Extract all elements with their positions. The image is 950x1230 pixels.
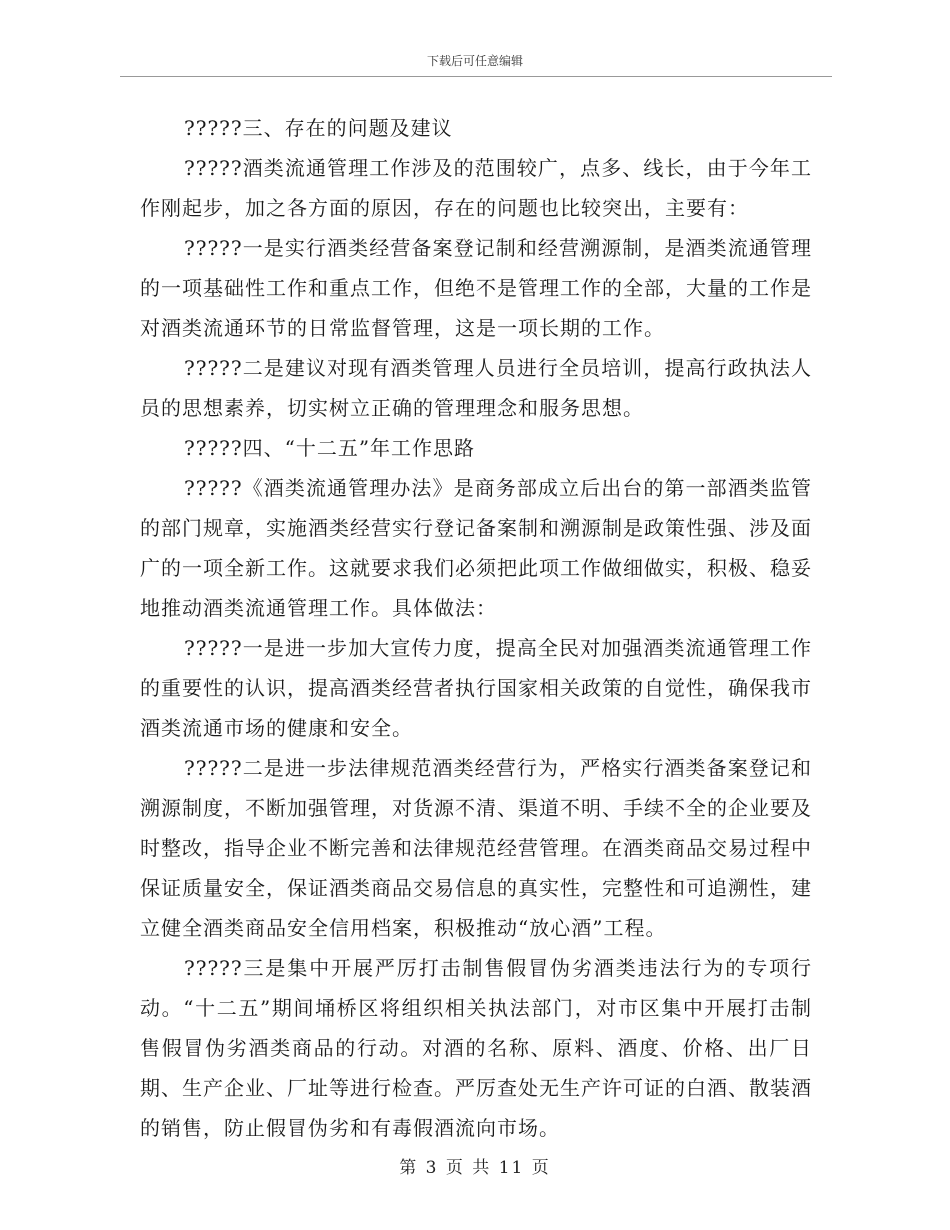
paragraph: ?????一是实行酒类经营备案登记制和经营溯源制，是酒类流通管理的一项基础性工作和重点工作，但绝不是管理工作的全部，大量的工作是对酒类流通环节的日常监督管理，这是一项长期的工作。 — [140, 236, 812, 340]
paragraph: ?????三是集中开展严厉打击制售假冒伪劣酒类违法行为的专项行动。“十二五”期间埇桥区将组织相关执法部门，对市区集中开展打击制售假冒伪劣酒类商品的行动。对酒的名称、原料、酒度、价格、出厂日期、生产企业、厂址等进行检查。严厉查处无生产许可证的白酒、散装酒的销售，防止假冒伪劣和有毒假酒流向市场。 — [140, 956, 812, 1140]
section-heading-problems: ?????三、存在的问题及建议 — [184, 116, 453, 140]
document-body — [140, 108, 812, 1148]
paragraph: ?????酒类流通管理工作涉及的范围较广，点多、线长，由于今年工作刚起步，加之各方面的原因，存在的问题也比较突出，主要有： — [140, 156, 812, 220]
paragraph: ?????二是进一步法律规范酒类经营行为，严格实行酒类备案登记和溯源制度，不断加强管理，对货源不清、渠道不明、手续不全的企业要及时整改，指导企业不断完善和法律规范经营管理。在酒类商品交易过程中保证质量安全，保证酒类商品交易信息的真实性，完整性和可追溯性，建立健全酒类商品安全信用档案，积极推动“放心酒”工程。 — [140, 756, 812, 940]
page-number-footer: 第 3 页 共 11 页 — [399, 1158, 551, 1178]
paragraph: ?????一是进一步加大宣传力度，提高全民对加强酒类流通管理工作的重要性的认识，提高酒类经营者执行国家相关政策的自觉性，确保我市酒类流通市场的健康和安全。 — [140, 636, 812, 740]
paragraph: ?????《酒类流通管理办法》是商务部成立后出台的第一部酒类监管的部门规章，实施酒类经营实行登记备案制和溯源制是政策性强、涉及面广的一项全新工作。这就要求我们必须把此项工作做细做实，积极、稳妥地推动酒类流通管理工作。具体做法： — [140, 476, 812, 620]
page-header: 下载后可任意编辑 — [426, 54, 523, 68]
section-heading-plan: ?????四、“十二五”年工作思路 — [184, 436, 476, 460]
paragraph: ?????二是建议对现有酒类管理人员进行全员培训，提高行政执法人员的思想素养，切实树立正确的管理理念和服务思想。 — [140, 356, 812, 420]
header-divider — [120, 76, 832, 77]
